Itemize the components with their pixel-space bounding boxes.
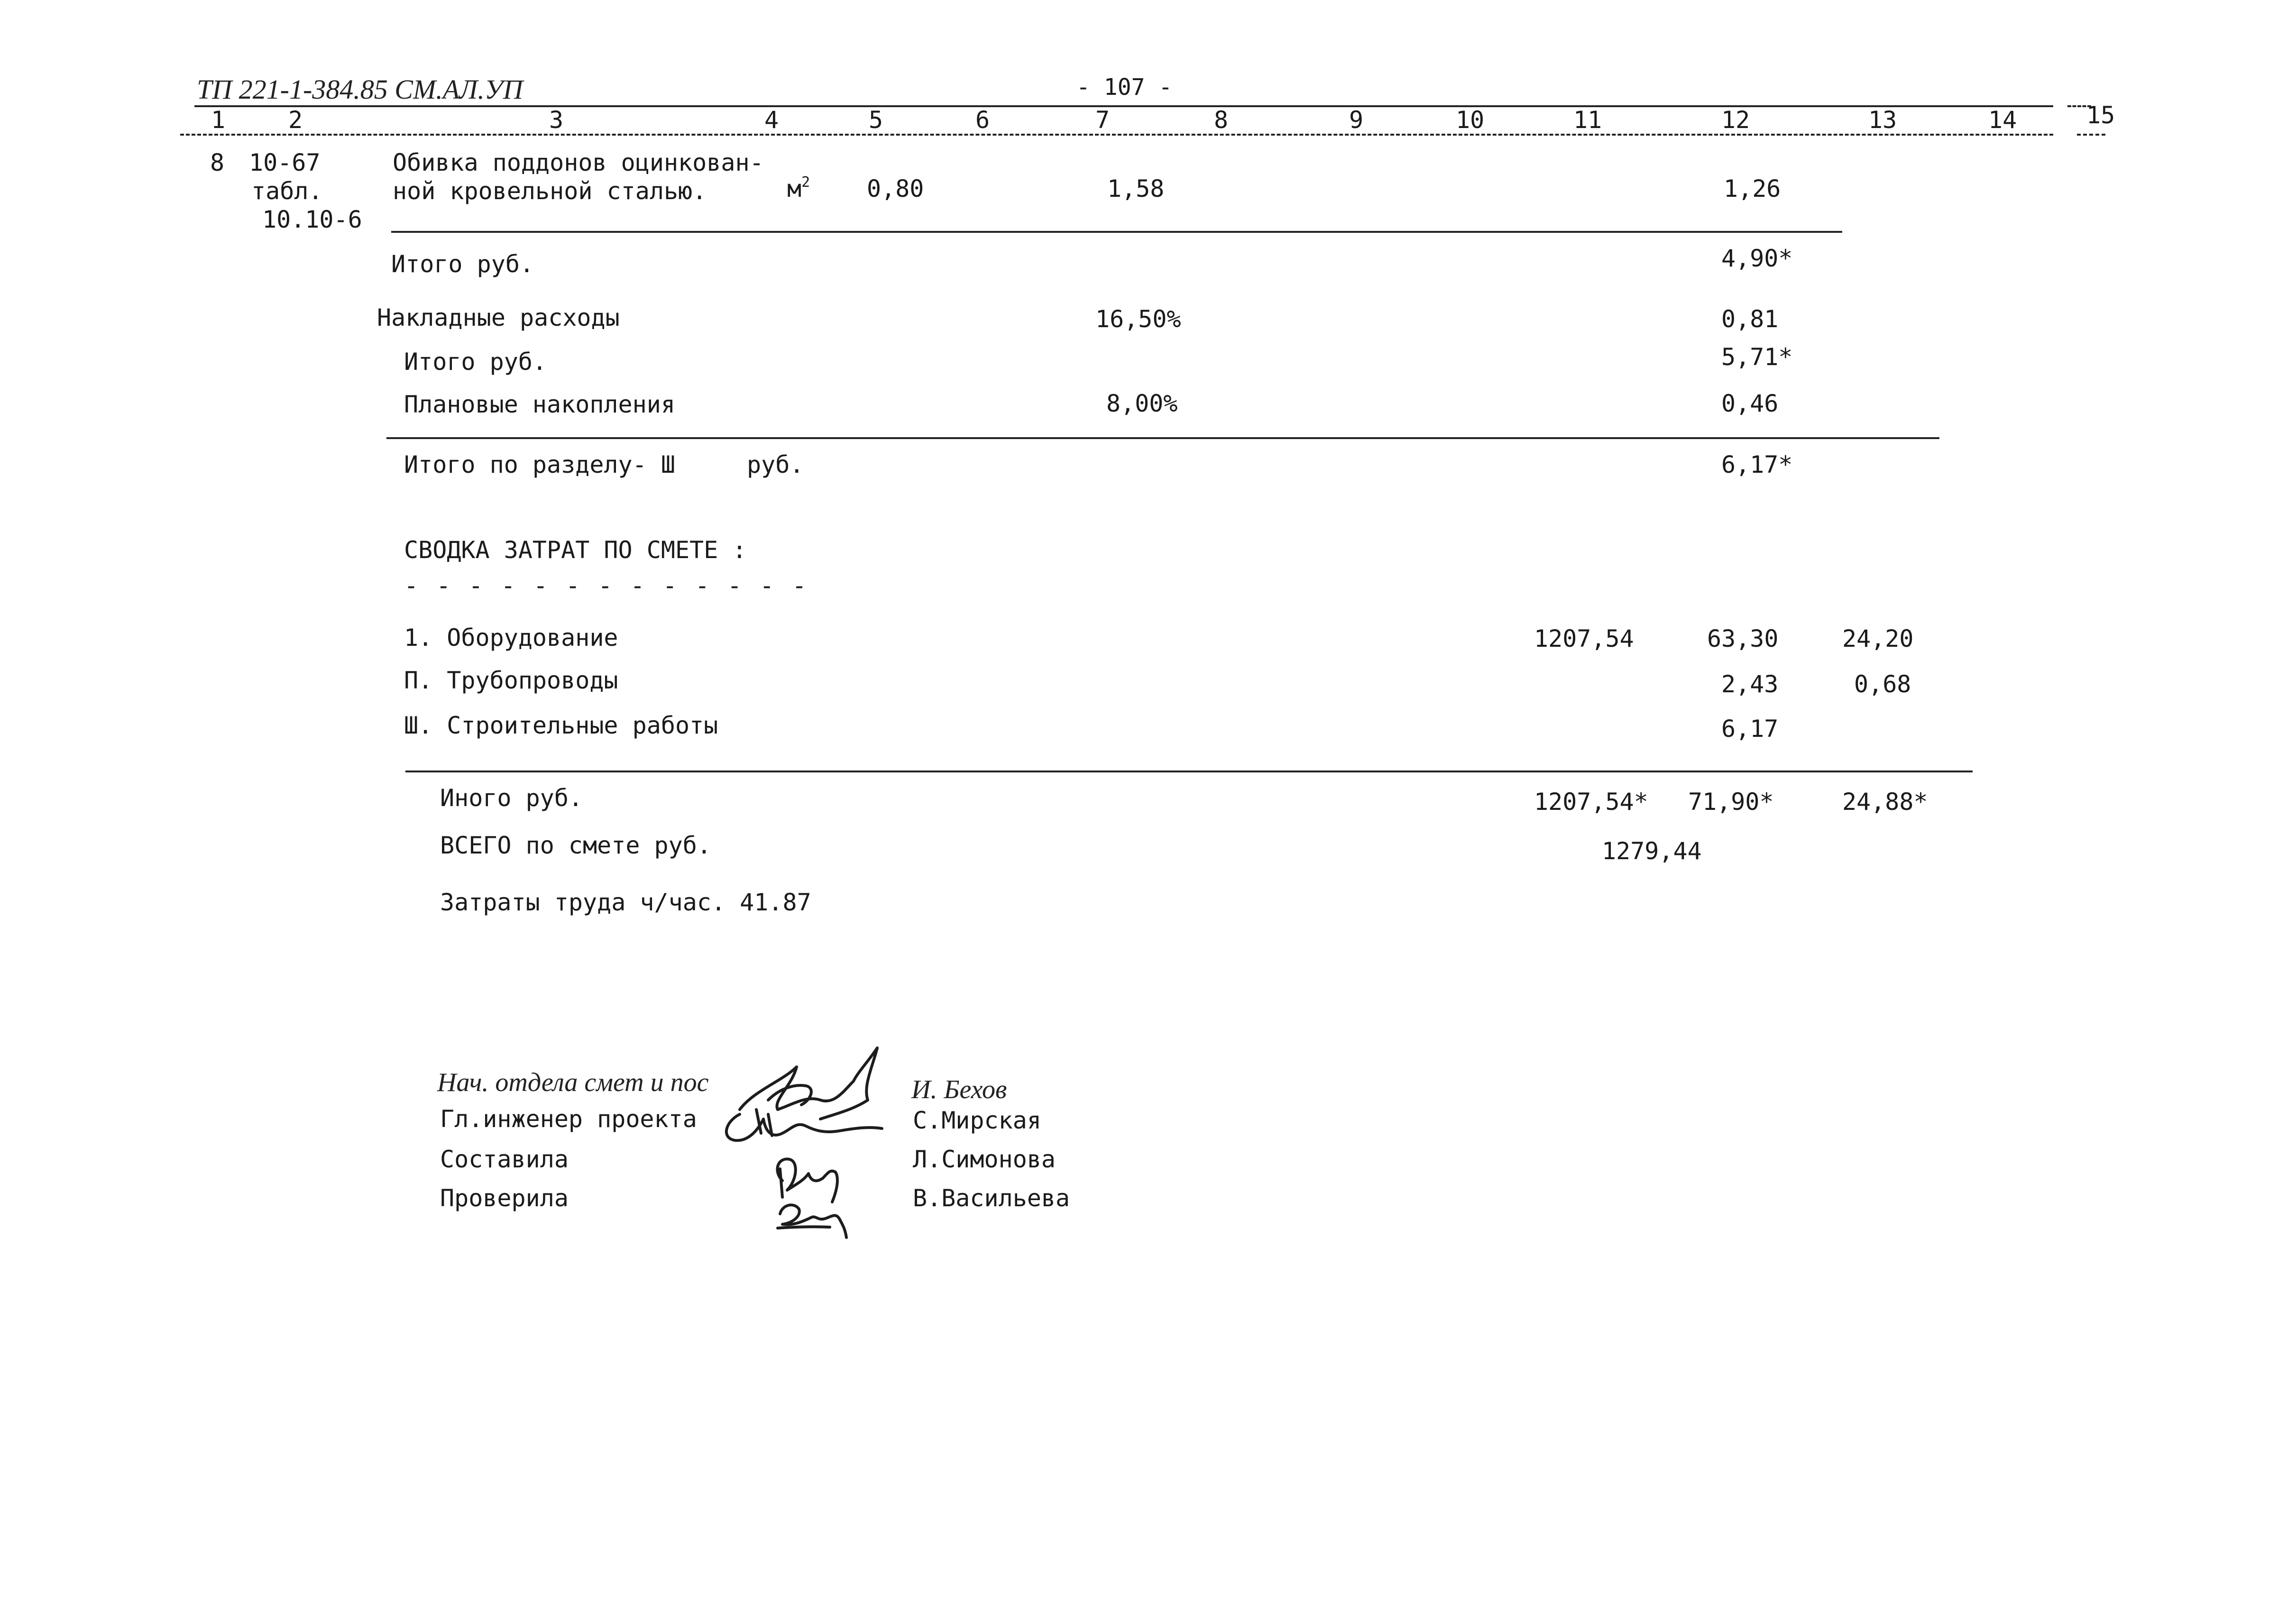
labor-cost: Затраты труда ч/час. 41.87 bbox=[440, 889, 811, 916]
signature-role: Составила bbox=[440, 1146, 569, 1173]
summary-total-c12: 71,90* bbox=[1688, 788, 1774, 816]
summary-row-c13: 24,20 bbox=[1842, 625, 1914, 652]
summary-row-label: 1. Оборудование bbox=[404, 624, 618, 651]
column-number: 12 bbox=[1721, 106, 1750, 134]
planned-rate: 8,00% bbox=[1106, 390, 1178, 417]
column-number: 1 bbox=[211, 106, 226, 134]
header-bottom-rule-tail bbox=[2077, 134, 2105, 136]
header-top-rule bbox=[194, 105, 2053, 107]
doc-code: ТП 221-1-384.85 СМ.АЛ.УП bbox=[197, 74, 523, 105]
signature-role: Нач. отдела смет и пос bbox=[437, 1068, 709, 1097]
itogo-label: Итого руб. bbox=[391, 250, 534, 278]
summary-total-label: Иного руб. bbox=[440, 784, 583, 812]
column-number: 2 bbox=[288, 106, 303, 134]
section-total-unit: руб. bbox=[747, 451, 804, 478]
column-number: 13 bbox=[1868, 106, 1897, 134]
handwritten-signatures bbox=[711, 1038, 939, 1247]
item-number: 8 bbox=[210, 149, 225, 176]
summary-row-c12: 2,43 bbox=[1721, 670, 1779, 698]
signature-name: С.Мирская bbox=[913, 1107, 1041, 1134]
signature-name: И. Бехов bbox=[911, 1075, 1007, 1104]
summary-row-c13: 0,68 bbox=[1854, 670, 1911, 698]
column-number: 6 bbox=[975, 106, 990, 134]
item-rule bbox=[391, 231, 1842, 233]
column-number: 15 bbox=[2086, 101, 2115, 129]
item-description: Обивка поддонов оцинкован- bbox=[393, 149, 764, 176]
summary-total-c11: 1207,54* bbox=[1534, 788, 1648, 816]
overhead-label: Накладные расходы bbox=[377, 304, 620, 331]
overhead-rate: 16,50% bbox=[1095, 305, 1181, 333]
summary-title-underline: - - - - - - - - - - - - - bbox=[404, 572, 808, 599]
column-number: 10 bbox=[1456, 106, 1485, 134]
column-number: 5 bbox=[869, 106, 883, 134]
summary-row-label: П. Трубопроводы bbox=[404, 667, 618, 694]
column-number: 11 bbox=[1573, 106, 1602, 134]
summary-total-c13: 24,88* bbox=[1842, 788, 1928, 816]
summary-row-label: Ш. Строительные работы bbox=[404, 712, 718, 739]
column-number: 4 bbox=[764, 106, 779, 134]
item-quantity: 0,80 bbox=[867, 175, 924, 202]
itogo-label: Итого руб. bbox=[404, 348, 547, 376]
planned-label: Плановые накопления bbox=[404, 391, 675, 418]
item-unit-price: 1,58 bbox=[1107, 175, 1165, 202]
overhead-value: 0,81 bbox=[1721, 305, 1779, 333]
itogo-value: 5,71* bbox=[1721, 343, 1793, 371]
item-unit: $м^2$ bbox=[787, 174, 810, 202]
item-total: 1,26 bbox=[1724, 175, 1781, 202]
section-rule bbox=[386, 437, 1939, 439]
signature-role: Проверила bbox=[440, 1184, 569, 1212]
summary-row-c11: 1207,54 bbox=[1534, 625, 1634, 652]
item-code: 10-67 bbox=[249, 149, 321, 176]
summary-row-c12: 63,30 bbox=[1707, 625, 1779, 652]
grand-total-label: ВСЕГО по смете руб. bbox=[440, 832, 711, 859]
grand-total-value: 1279,44 bbox=[1602, 837, 1702, 865]
signature-name: Л.Симонова bbox=[913, 1146, 1056, 1173]
section-total-value: 6,17* bbox=[1721, 451, 1793, 478]
header-bottom-rule bbox=[180, 134, 2053, 136]
column-number: 9 bbox=[1349, 106, 1364, 134]
column-number: 14 bbox=[1988, 106, 2017, 134]
page-number: - 107 - bbox=[1076, 74, 1173, 101]
signature-role: Гл.инженер проекта bbox=[440, 1105, 697, 1133]
column-number: 7 bbox=[1095, 106, 1110, 134]
item-code-ref: 10.10-6 bbox=[262, 206, 362, 233]
summary-title: СВОДКА ЗАТРАТ ПО СМЕТЕ : bbox=[404, 536, 747, 564]
item-description: ной кровельной сталью. bbox=[393, 177, 707, 205]
itogo-value: 4,90* bbox=[1721, 245, 1793, 272]
item-code-table: табл. bbox=[251, 177, 323, 205]
summary-row-c12: 6,17 bbox=[1721, 715, 1779, 743]
column-number: 8 bbox=[1214, 106, 1229, 134]
summary-rule bbox=[405, 771, 1973, 772]
planned-value: 0,46 bbox=[1721, 390, 1779, 417]
column-number: 3 bbox=[549, 106, 564, 134]
section-total-label: Итого по разделу- Ш bbox=[404, 451, 675, 478]
signature-name: В.Васильева bbox=[913, 1184, 1070, 1212]
